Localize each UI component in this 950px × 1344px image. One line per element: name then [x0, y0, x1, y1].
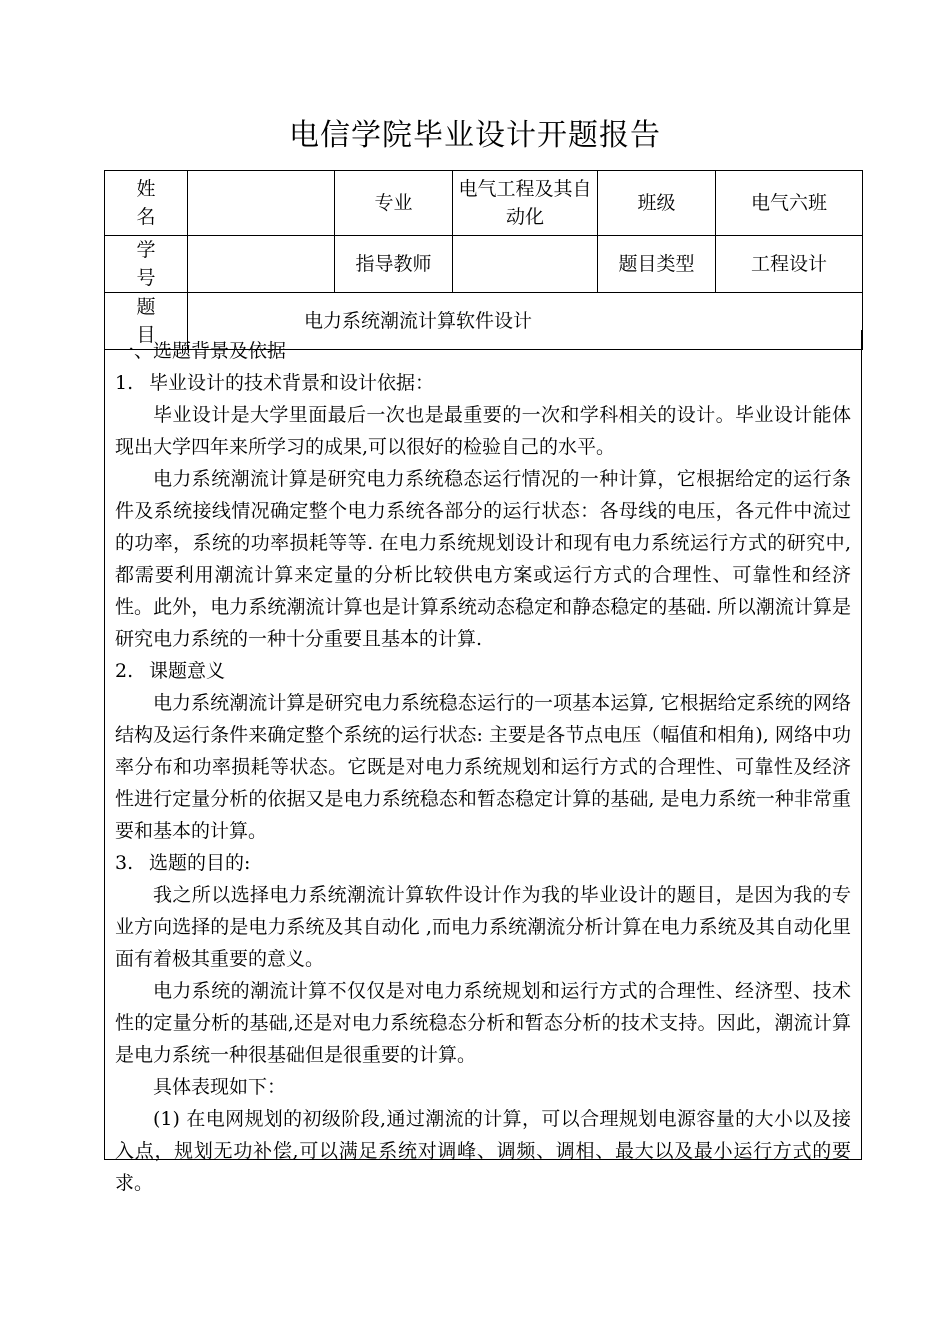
class-label: 班级 [598, 171, 716, 236]
item-2-heading [115, 655, 851, 687]
paragraph-3: 电力系统潮流计算是研究电力系统稳态运行的一项基本运算, 它根据给定系统的网络结构及运行条件来确定整个系统的运行状态: 主要是各节点电压（幅值和相角), 网络中功率分布和功率损耗等状态。它既是对电力系统规划和运行方式的合理性、可靠性及经济性进行定量分析的依据又是电力系统稳态和暂态稳定计算的基础, 是电力系统一种非常重要和基本的计算。 [115, 692, 851, 842]
major-value: 电气工程及其自动化 [453, 171, 598, 236]
info-row-2 [105, 236, 863, 293]
page-title: 电信学院毕业设计开题报告 [289, 118, 661, 153]
paragraph-2: 电力系统潮流计算是研究电力系统稳态运行情况的一种计算，它根据给定的运行条件及系统接线情况确定整个电力系统各部分的运行状态：各母线的电压，各元件中流过的功率，系统的功率损耗等等. 在电力系统规划设计和现有电力系统运行方式的研究中, 都需要利用潮流计算来定量的分析比较供电方案或运行方式的合理性、可靠性和经济性。此外，电力系统潮流计算也是计算系统动态稳定和静态稳定的基础. 所以潮流计算是研究电力系统的一种十分重要且基本的计算. [115, 468, 851, 650]
item-1-heading [115, 367, 851, 399]
paragraph-1: 毕业设计是大学里面最后一次也是最重要的一次和学科相关的设计。毕业设计能体现出大学四年来所学习的成果,可以很好的检验自己的水平。 [115, 404, 851, 458]
class-value: 电气六班 [716, 171, 863, 236]
paragraph-6: 具体表现如下： [153, 1076, 287, 1098]
paragraph-5: 电力系统的潮流计算不仅仅是对电力系统规划和运行方式的合理性、经济型、技术性的定量分析的基础,还是对电力系统稳态分析和暂态分析的技术支持。因此，潮流计算是电力系统一种很基础但是很重要的计算。 [115, 980, 851, 1066]
name-label: 姓 名 [105, 171, 188, 236]
topic-type-value: 工程设计 [716, 236, 863, 293]
item-2-title: 课题意义 [149, 660, 226, 682]
item-3-title: 选题的目的: [149, 852, 251, 874]
info-table [104, 170, 863, 350]
topic-value: 电力系统潮流计算软件设计 [188, 293, 863, 350]
item-3-heading [115, 847, 851, 879]
paragraph-7: (1) 在电网规划的初级阶段,通过潮流的计算，可以合理规划电源容量的大小以及接入点，规划无功补偿,可以满足系统对调峰、调频、调相、最大以及最小运行方式的要求。 [115, 1108, 851, 1194]
student-id-label: 学 号 [105, 236, 188, 293]
advisor-label: 指导教师 [335, 236, 453, 293]
advisor-value [453, 236, 598, 293]
item-1-title: 毕业设计的技术背景和设计依据： [149, 372, 435, 394]
student-id-value [188, 236, 335, 293]
paragraph-4: 我之所以选择电力系统潮流计算软件设计作为我的毕业设计的题目，是因为我的专业方向选择的是电力系统及其自动化 ,而电力系统潮流分析计算在电力系统及其自动化里面有着极其重要的意义。 [115, 884, 851, 970]
info-row-1 [105, 171, 863, 236]
section-heading: 一、选题背景及依据 [115, 340, 287, 362]
name-value [188, 171, 335, 236]
topic-label: 题 目 [105, 293, 188, 350]
report-body [104, 330, 862, 1194]
topic-type-label: 题目类型 [598, 236, 716, 293]
item-3-number: 3. [115, 852, 134, 874]
major-label: 专业 [335, 171, 453, 236]
item-2-number: 2. [115, 660, 134, 682]
item-1-number: 1. [115, 372, 134, 394]
